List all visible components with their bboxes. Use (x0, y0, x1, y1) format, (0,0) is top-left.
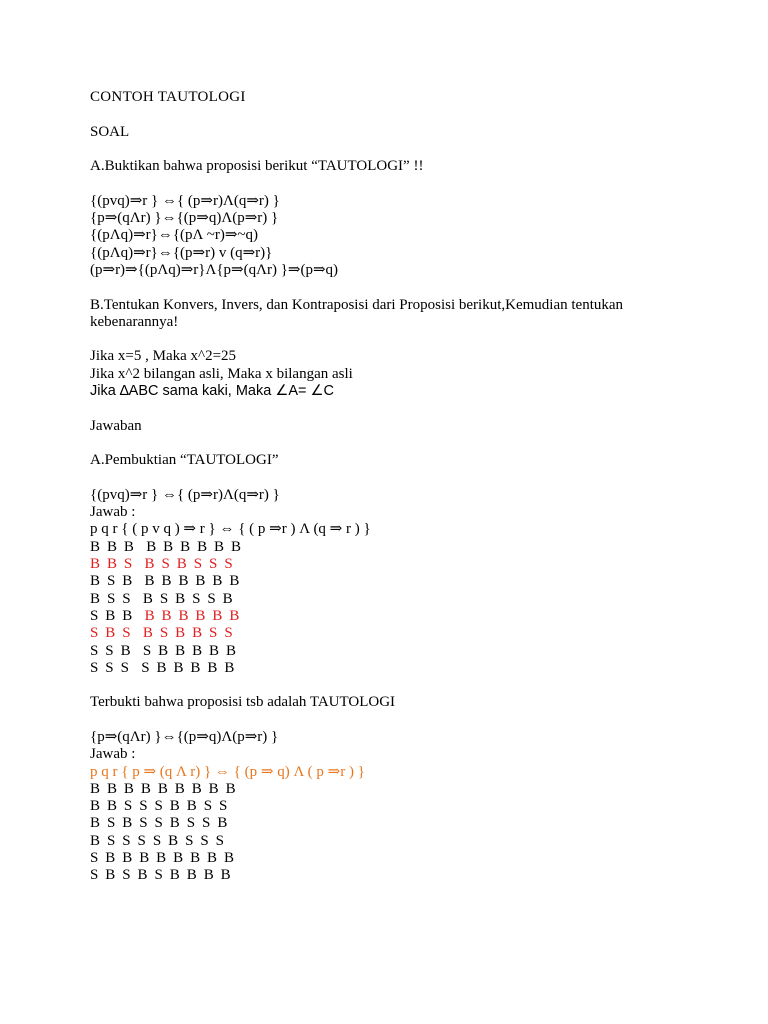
proposition-3: {(pΛq)⇒r}⇔{(pΛ ~r)⇒~q) (90, 227, 259, 244)
proof1-row-1: B B B B B B B B B (90, 538, 243, 555)
proof2-row-3: B S B S S B S S B (90, 815, 229, 832)
spacer (90, 331, 650, 348)
spacer (90, 435, 650, 452)
spacer (90, 175, 650, 192)
statement-2: Jika x^2 bilangan asli, Maka x bilangan asli (90, 365, 353, 382)
statement-3: Jika ∆ABC sama kaki, Maka ∠A= ∠C (90, 383, 334, 400)
proof2-row-6: S B S B S B B B B (90, 867, 233, 884)
proof1-jawab: Jawab : (90, 504, 136, 521)
proof1-row-4: B S S B S B S S B (90, 590, 235, 607)
spacer (90, 470, 650, 487)
document-page (90, 89, 650, 885)
proof1-row-6: S B S B S B B S S (90, 625, 235, 642)
proof2-row-1: B B B B B B B B B (90, 780, 238, 797)
proof2-row-4: B S S S S B S S S (90, 832, 226, 849)
proof1-row-5-values: B B B B B B (144, 607, 241, 624)
spacer (90, 141, 650, 158)
spacer (90, 279, 650, 296)
proof1-table-header: p q r { ( p v q ) ⇒ r } ⇔ { ( p ⇒r ) Λ (q ⇒ r ) } (90, 521, 371, 538)
proof1-row-2: B B S B S B S S S (90, 556, 235, 573)
proposition-2: {p⇒(qΛr) }⇔{(p⇒q)Λ(p⇒r) } (90, 210, 279, 227)
soal-heading: SOAL (90, 123, 130, 140)
proof1-row-8: S S S S B B B B B (90, 659, 236, 676)
proposition-5: (p⇒r)⇒{(pΛq)⇒r}Λ{p⇒(qΛr) }⇒(p⇒q) (90, 261, 339, 278)
spacer (90, 712, 650, 729)
proof1-conclusion: Terbukti bahwa proposisi tsb adalah TAUTOLOGI (90, 694, 396, 711)
proof1-row-3: B S B B B B B B B (90, 573, 241, 590)
jawaban-heading: Jawaban (90, 417, 142, 434)
question-b: B.Tentukan Konvers, Invers, dan Kontraposisi dari Proposisi berikut,Kemudian tentukan kebenarannya! (90, 296, 624, 330)
proof2-jawab: Jawab : (90, 746, 136, 763)
proof2-proposition: {p⇒(qΛr) }⇔{(p⇒q)Λ(p⇒r) } (90, 728, 279, 745)
page-title: CONTOH TAUTOLOGI (90, 89, 246, 105)
proposition-1: {(pvq)⇒r } ⇔{ (p⇒r)Λ(q⇒r) } (90, 192, 280, 209)
proof1-proposition: {(pvq)⇒r } ⇔{ (p⇒r)Λ(q⇒r) } (90, 486, 280, 503)
proof1-row-7: S S B S B B B B B (90, 642, 238, 659)
question-a: A.Buktikan bahwa proposisi berikut “TAUTOLOGI” !! (90, 158, 424, 175)
proof1-row-5-prefix: S B B (90, 607, 145, 624)
proof-heading: A.Pembuktian “TAUTOLOGI” (90, 452, 279, 469)
proof2-table-header: p q r { p ⇒ (q Λ r) } ⇔ { (p ⇒ q) Λ ( p ⇒r ) } (90, 763, 365, 780)
proof2-row-2: B B S S S B B S S (90, 798, 229, 815)
spacer (90, 677, 650, 694)
statement-1: Jika x=5 , Maka x^2=25 (90, 348, 237, 365)
proof2-row-5: S B B B B B B B B (90, 850, 236, 867)
proposition-4: {(pΛq)⇒r}⇔{(p⇒r) v (q⇒r)} (90, 244, 273, 261)
spacer (90, 400, 650, 417)
proof1-row-5 (90, 608, 650, 625)
spacer (90, 106, 650, 123)
